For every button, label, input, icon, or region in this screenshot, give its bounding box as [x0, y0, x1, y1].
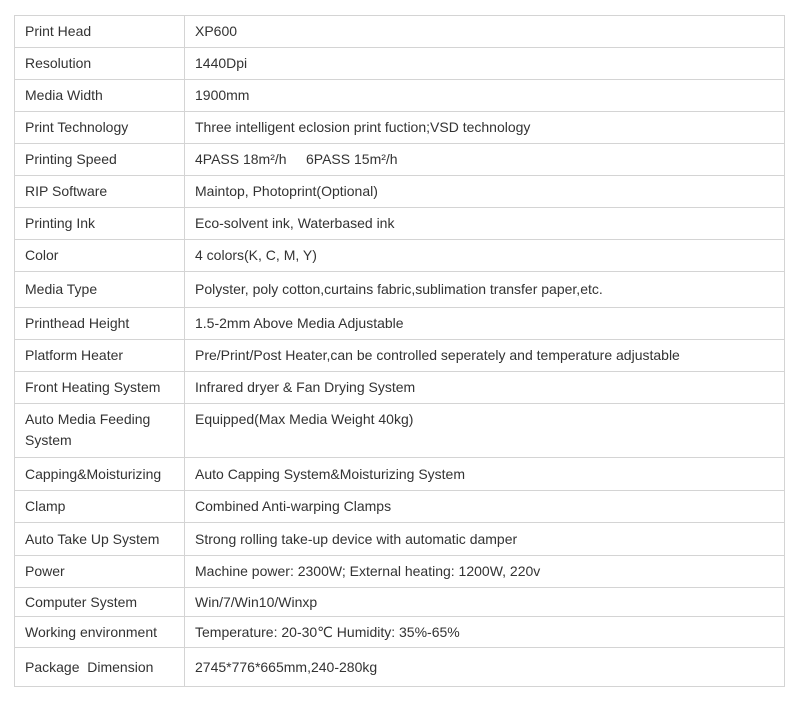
table-row — [15, 112, 785, 144]
spec-value: Strong rolling take-up device with automatic damper — [185, 523, 785, 556]
table-row — [15, 523, 785, 556]
spec-value: Pre/Print/Post Heater,can be controlled seperately and temperature adjustable — [185, 340, 785, 372]
spec-value: 4PASS 18m²/h 6PASS 15m²/h — [185, 144, 785, 176]
table-row — [15, 458, 785, 491]
table-row — [15, 272, 785, 308]
spec-value: Combined Anti-warping Clamps — [185, 491, 785, 523]
spec-label: Auto Media Feeding System — [15, 404, 185, 458]
spec-label: Front Heating System — [15, 372, 185, 404]
spec-label: Computer System — [15, 588, 185, 617]
spec-value: Eco-solvent ink, Waterbased ink — [185, 208, 785, 240]
spec-value: 1.5-2mm Above Media Adjustable — [185, 308, 785, 340]
spec-value: Machine power: 2300W; External heating: 1200W, 220v — [185, 556, 785, 588]
table-row — [15, 648, 785, 687]
table-row — [15, 144, 785, 176]
table-row — [15, 48, 785, 80]
spec-value: Temperature: 20-30℃ Humidity: 35%-65% — [185, 617, 785, 648]
spec-label: Print Head — [15, 16, 185, 48]
table-row — [15, 176, 785, 208]
spec-value: 2745*776*665mm,240-280kg — [185, 648, 785, 687]
spec-label: Resolution — [15, 48, 185, 80]
spec-value: XP600 — [185, 16, 785, 48]
spec-label: Media Width — [15, 80, 185, 112]
spec-label: Platform Heater — [15, 340, 185, 372]
table-row — [15, 80, 785, 112]
spec-label: Capping&Moisturizing — [15, 458, 185, 491]
spec-value: Polyster, poly cotton,curtains fabric,sublimation transfer paper,etc. — [185, 272, 785, 308]
spec-value: Auto Capping System&Moisturizing System — [185, 458, 785, 491]
spec-value: Win/7/Win10/Winxp — [185, 588, 785, 617]
spec-value: Infrared dryer & Fan Drying System — [185, 372, 785, 404]
table-row — [15, 556, 785, 588]
spec-label: Power — [15, 556, 185, 588]
spec-label: Printing Ink — [15, 208, 185, 240]
table-row — [15, 372, 785, 404]
spec-value: Equipped(Max Media Weight 40kg) — [185, 404, 785, 458]
spec-label: Working environment — [15, 617, 185, 648]
spec-table-body — [15, 16, 785, 687]
table-row — [15, 588, 785, 617]
spec-value: Maintop, Photoprint(Optional) — [185, 176, 785, 208]
table-row — [15, 617, 785, 648]
spec-label: Package Dimension — [15, 648, 185, 687]
spec-value: 1900mm — [185, 80, 785, 112]
spec-table — [14, 15, 785, 687]
table-row — [15, 491, 785, 523]
table-row — [15, 208, 785, 240]
table-row — [15, 308, 785, 340]
spec-label: Auto Take Up System — [15, 523, 185, 556]
spec-label: Clamp — [15, 491, 185, 523]
spec-label: Printhead Height — [15, 308, 185, 340]
spec-label: RIP Software — [15, 176, 185, 208]
table-row — [15, 340, 785, 372]
spec-label: Print Technology — [15, 112, 185, 144]
spec-value: Three intelligent eclosion print fuction;VSD technology — [185, 112, 785, 144]
table-row — [15, 240, 785, 272]
table-row — [15, 16, 785, 48]
spec-label: Media Type — [15, 272, 185, 308]
spec-label: Color — [15, 240, 185, 272]
spec-value: 4 colors(K, C, M, Y) — [185, 240, 785, 272]
spec-value: 1440Dpi — [185, 48, 785, 80]
spec-label: Printing Speed — [15, 144, 185, 176]
table-row — [15, 404, 785, 458]
